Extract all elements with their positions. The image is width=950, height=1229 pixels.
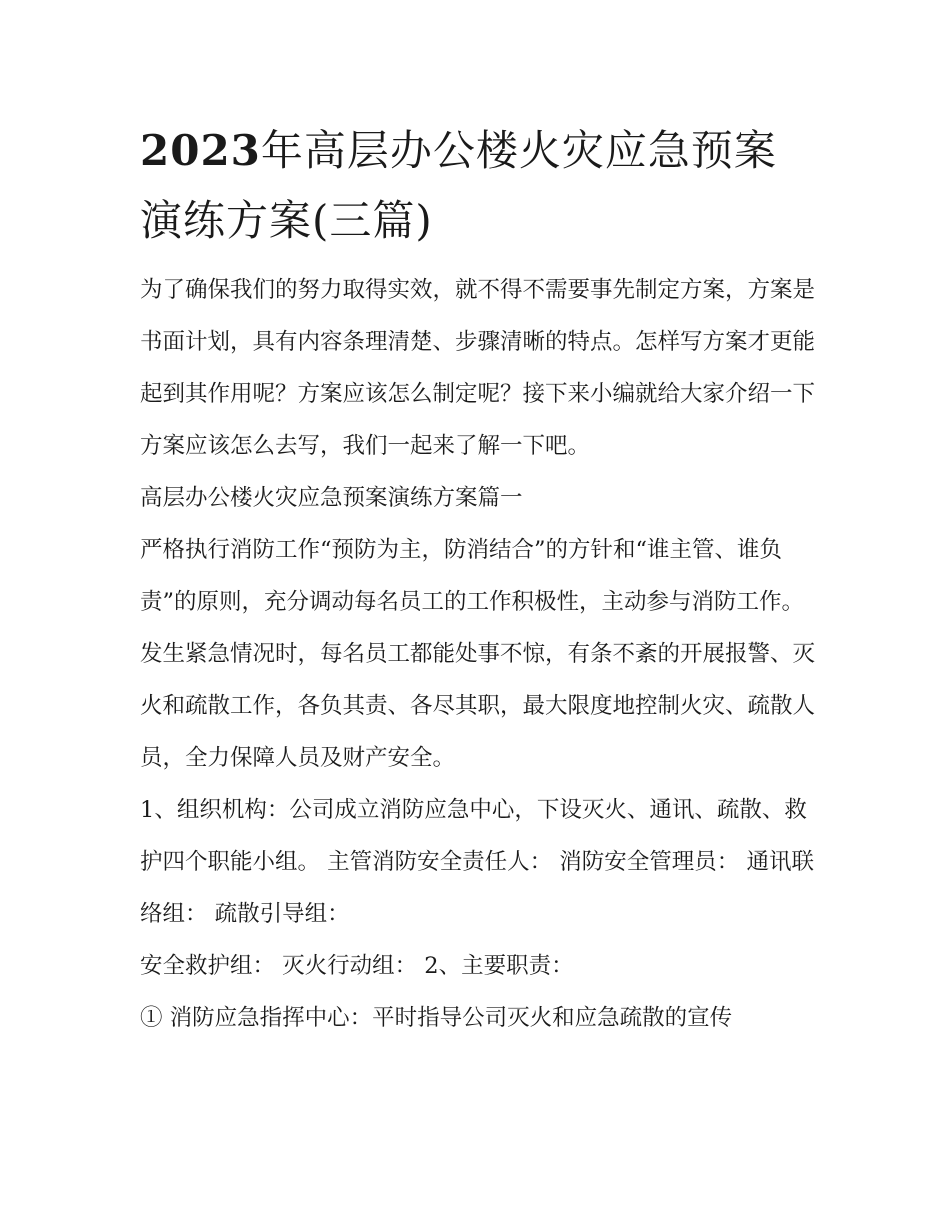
title-text: 年高层办公楼火灾应急预案演练方案(三篇)	[140, 126, 777, 245]
document-title	[140, 116, 816, 256]
principle-paragraph: 严格执行消防工作“预防为主，防消结合”的方针和“谁主管、谁负责”的原则，充分调动每名员工的工作积极性，主动参与消防工作。发生紧急情况时，每名员工都能处事不惊，有条不紊的开展报警、灭火和疏散工作，各负其责、各尽其职，最大限度地控制火灾、疏散人员，全力保障人员及财产安全。	[140, 537, 816, 771]
intro-paragraph: 为了确保我们的努力取得实效，就不得不需要事先制定方案，方案是书面计划，具有内容条理清楚、步骤清晰的特点。怎样写方案才更能起到其作用呢？方案应该怎么制定呢？接下来小编就给大家介绍一下方案应该怎么去写，我们一起来了解一下吧。	[140, 277, 816, 459]
section-heading: 高层办公楼火灾应急预案演练方案篇一	[140, 485, 523, 511]
duty-paragraph: ① 消防应急指挥中心：平时指导公司灭火和应急疏散的宣传	[140, 1005, 733, 1031]
document-body	[140, 116, 816, 1044]
title-year: 2023	[140, 126, 261, 175]
groups-paragraph: 安全救护组： 灭火行动组： 2、主要职责：	[140, 953, 574, 979]
organization-paragraph: 1、组织机构：公司成立消防应急中心，下设灭火、通讯、疏散、救护四个职能小组。 主管消防安全责任人： 消防安全管理员： 通讯联络组： 疏散引导组：	[140, 797, 814, 927]
